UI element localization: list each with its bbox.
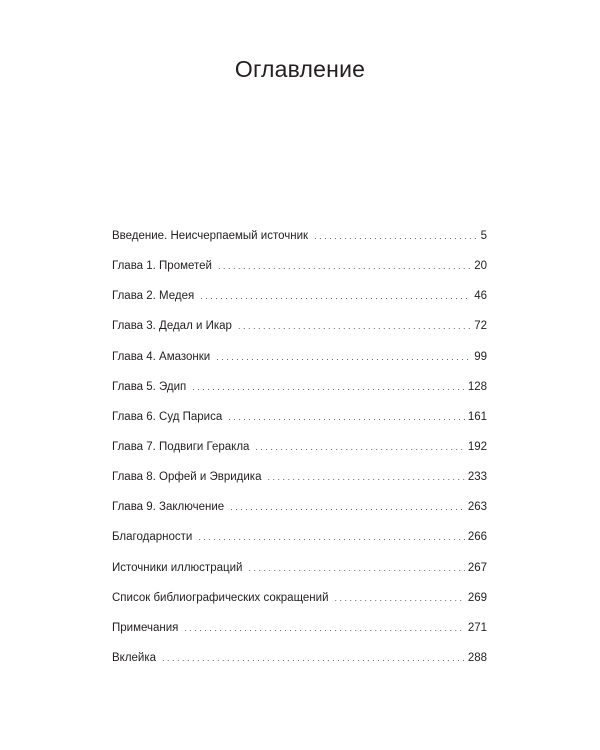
toc-entry-title: Вклейка [112,651,157,664]
dot-leader [335,588,465,608]
toc-entry-title: Глава 3. Дедал и Икар [112,320,232,333]
toc-entry-page: 263 [467,501,487,514]
toc-entry[interactable] [112,648,487,678]
dot-leader [228,407,465,427]
toc-entry[interactable] [112,377,487,407]
toc-entry-page: 128 [467,380,487,393]
toc-entry-page: 20 [474,260,487,273]
toc-entry-title: Примечания [112,621,179,634]
toc-entry-page: 161 [467,410,487,423]
dot-leader [162,648,465,668]
toc-entry-page: 46 [474,290,487,303]
toc-entry[interactable] [112,407,487,437]
dot-leader [200,286,471,306]
toc-entry[interactable] [112,437,487,467]
toc-entry-page: 72 [474,320,487,333]
toc-entry-title: Глава 4. Амазонки [112,350,211,363]
toc-entry-page: 233 [467,471,487,484]
dot-leader [216,347,471,367]
toc-entry[interactable] [112,527,487,557]
toc-entry-title: Источники иллюстраций [112,561,243,574]
toc-entry-title: Глава 6. Суд Париса [112,410,223,423]
toc-entry[interactable] [112,226,487,256]
toc-entry-page: 288 [467,651,487,664]
toc-entry-page: 99 [474,350,487,363]
table-of-contents [112,226,487,678]
dot-leader [238,316,471,336]
dot-leader [255,437,464,457]
toc-entry[interactable] [112,588,487,618]
toc-entry[interactable] [112,467,487,497]
toc-entry-page: 192 [467,440,487,453]
toc-entry-page: 5 [480,230,487,242]
toc-entry-title: Введение. Неисчерпаемый источник [112,230,309,242]
toc-entry[interactable] [112,316,487,346]
page-title: Оглавление [234,56,366,82]
toc-entry-title: Благодарности [112,531,193,544]
toc-entry-title: Глава 1. Прометей [112,260,212,273]
dot-leader [248,558,464,578]
dot-leader [184,618,464,638]
dot-leader [268,467,465,487]
dot-leader [198,527,465,547]
toc-entry-page: 269 [467,591,487,604]
dot-leader [192,377,465,397]
dot-leader [230,497,465,517]
toc-entry[interactable] [112,558,487,588]
toc-entry-title: Список библиографических сокращений [112,591,329,604]
toc-entry-title: Глава 8. Орфей и Эвридика [112,471,262,484]
toc-entry[interactable] [112,347,487,377]
toc-entry-page: 266 [467,531,487,544]
toc-entry[interactable] [112,497,487,527]
dot-leader [218,256,471,276]
toc-entry-title: Глава 9. Заключение [112,501,225,514]
toc-entry[interactable] [112,618,487,648]
toc-entry-page: 267 [467,561,487,574]
toc-entry[interactable] [112,256,487,286]
toc-entry-title: Глава 7. Подвиги Геракла [112,440,250,453]
dot-leader [314,226,478,246]
toc-entry-title: Глава 2. Медея [112,290,195,303]
toc-entry-title: Глава 5. Эдип [112,380,187,393]
toc-entry-page: 271 [467,621,487,634]
toc-entry[interactable] [112,286,487,316]
